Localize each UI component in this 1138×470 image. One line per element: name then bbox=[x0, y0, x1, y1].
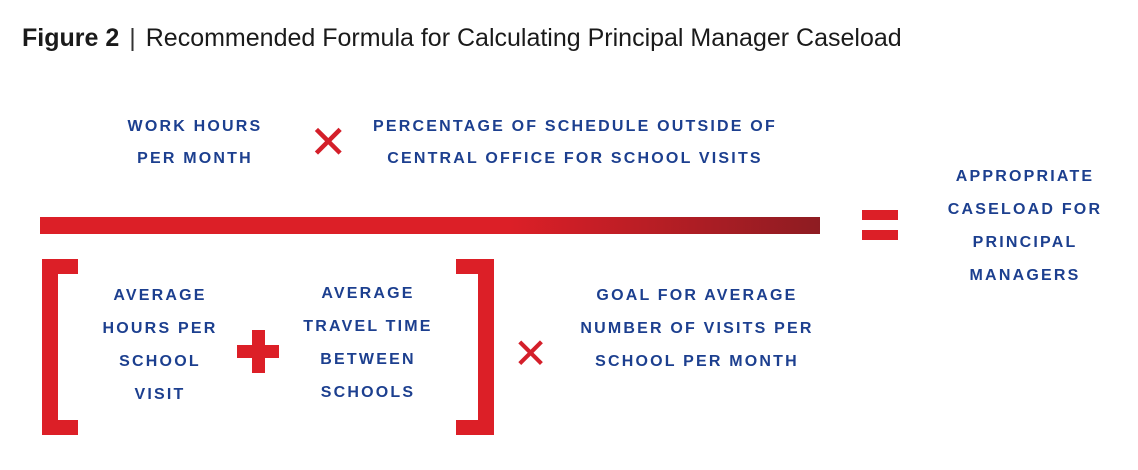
figure-label: Figure 2 bbox=[22, 24, 120, 52]
denominator-avg-hours-per-visit: AVERAGE HOURS PER SCHOOL VISIT bbox=[102, 287, 218, 403]
denominator-multiply-icon: ✕ bbox=[513, 329, 549, 378]
numerator-percentage-schedule: PERCENTAGE OF SCHEDULE OUTSIDE OF CENTRAL OFFICE FOR SCHOOL VISITS bbox=[373, 118, 777, 167]
title-separator: | bbox=[129, 24, 136, 52]
denominator-avg-travel-time: AVERAGE TRAVEL TIME BETWEEN SCHOOLS bbox=[303, 285, 433, 401]
fraction-bar bbox=[40, 217, 820, 234]
plus-icon-vertical bbox=[252, 330, 265, 373]
figure-title bbox=[22, 24, 902, 53]
left-bracket-icon bbox=[38, 256, 82, 438]
right-bracket-icon bbox=[452, 256, 498, 438]
numerator-multiply-icon: ✕ bbox=[309, 115, 348, 169]
equals-icon bbox=[862, 210, 898, 220]
numerator-work-hours: WORK HOURS PER MONTH bbox=[127, 118, 263, 167]
equals-icon-lower bbox=[862, 230, 898, 240]
result-caseload: APPROPRIATE CASELOAD FOR PRINCIPAL MANAGERS bbox=[947, 168, 1103, 284]
figure-caption: Recommended Formula for Calculating Principal Manager Caseload bbox=[145, 24, 902, 52]
denominator-goal-visits: GOAL FOR AVERAGE NUMBER OF VISITS PER SCHOOL PER MONTH bbox=[580, 287, 814, 370]
